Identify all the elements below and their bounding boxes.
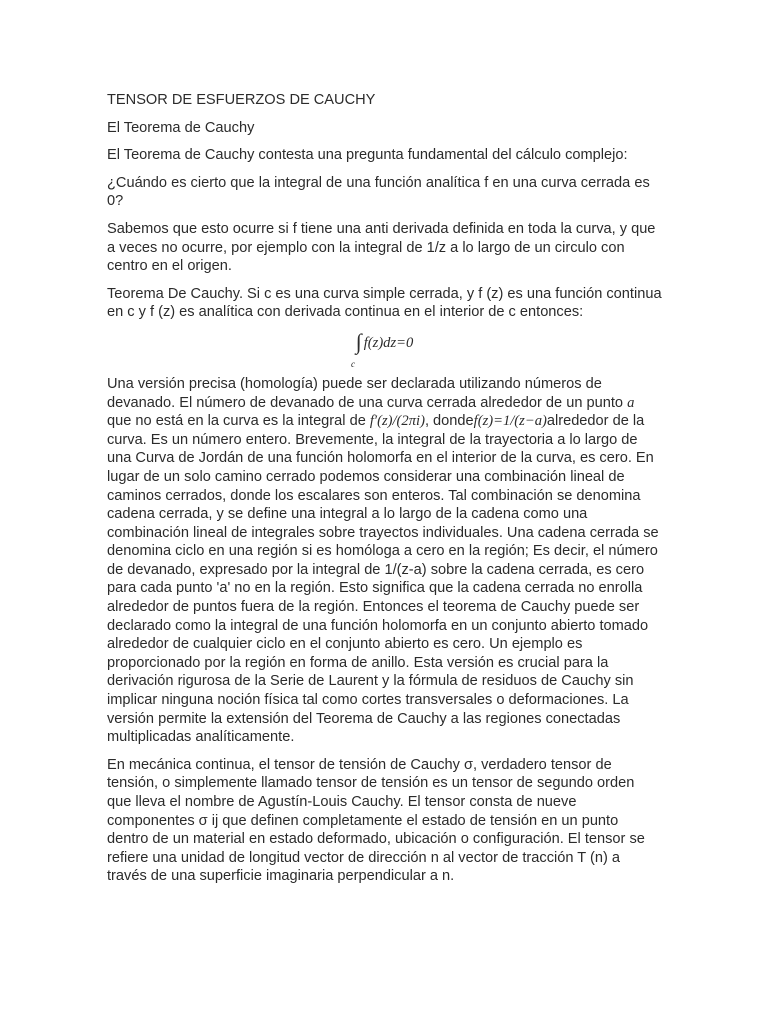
section-heading: El Teorema de Cauchy: [107, 119, 255, 136]
document-title: TENSOR DE ESFUERZOS DE CAUCHY: [107, 92, 376, 108]
math-function-def: f(z)=1/(z−a): [473, 413, 547, 430]
math-winding-ratio: f′(z)/(2πi): [369, 413, 425, 430]
cauchy-integral-formula: [107, 328, 662, 369]
document-body: [107, 91, 662, 895]
math-point-a: a: [627, 394, 635, 411]
integral-sign: ∫: [355, 328, 362, 354]
paragraph-antiderivative: Sabemos que esto ocurre si f tiene una anti derivada definida en toda la curva, y que a veces no ocurre, por ejemplo con la integral de 1/z a lo largo de un circulo con centro en el origen.: [107, 220, 656, 275]
homology-text-2: que no está en la curva es la integral de: [107, 413, 370, 430]
paragraph-homology: [107, 375, 662, 747]
paragraph-theorem: Teorema De Cauchy. Si c es una curva simple cerrada, y f (z) es una función continua en c y f (z) es analítica con derivada continua en el interior de c entonces:: [107, 285, 662, 321]
homology-text-3: , donde: [424, 413, 474, 430]
integral-subscript: c: [351, 358, 355, 369]
homology-text-1: Una versión precisa (homología) puede ser declarada utilizando números de devanado. El número de devanado de una curva cerrada alrededor de un punto: [107, 375, 628, 411]
paragraph-stress-tensor: En mecánica continua, el tensor de tensión de Cauchy σ, verdadero tensor de tensión, o simplemente llamado tensor de tensión es un tensor de segundo orden que lleva el nombre de Agustín-Louis Cauchy. El tensor consta de nueve componentes σ ij que definen completamente el estado de tensión en un punto dentro de un material en estado deformado, ubicación o configuración. El tensor se refiere una unidad de longitud vector de dirección n al vector de tracción T (n) a través de una superficie imaginaria perpendicular a n.: [107, 756, 645, 885]
paragraph-question: ¿Cuándo es cierto que la integral de una función analítica f en una curva cerrada es 0?: [107, 174, 650, 210]
paragraph-intro: El Teorema de Cauchy contesta una pregunta fundamental del cálculo complejo:: [107, 147, 628, 164]
homology-text-4: alrededor de la curva. Es un número entero. Brevemente, la integral de la trayectoria a lo largo de una Curva de Jordán de una función holomorfa en el interior de la curva, es cero. En lugar de un solo camino cerrado podemos considerar una combinación lineal de caminos cerrados, donde los escalares son enteros. Tal combinación se denomina cadena cerrada, y se define una integral a lo largo de la cadena como una combinación lineal de integrales sobre trayectos individuales. Una cadena cerrada se denomina ciclo en una región si es homóloga a cero en la región; Es decir, el número de devanado, expresado por la integral de 1/(z-a) sobre la cadena cerrada, es cero para cada punto 'a' no en la región. Esto significa que la cadena cerrada no enrolla alrededor de puntos fuera de la región. Entonces el teorema de Cauchy puede ser declarado como la integral de una función holomorfa en un conjunto abierto tomado alrededor de cualquier ciclo en el conjunto abierto es cero. Un ejemplo es proporcionado por la región en forma de anillo. Esta versión es crucial para la derivación rigurosa de la Serie de Laurent y la fórmula de residuos de Cauchy sin implicar ninguna noción física tal como cortes transversales o deformaciones. La versión permite la extensión del Teorema de Cauchy a las regiones conectadas multiplicadas analíticamente.: [107, 413, 659, 746]
formula-expression: f(z)dz=0: [363, 334, 414, 351]
